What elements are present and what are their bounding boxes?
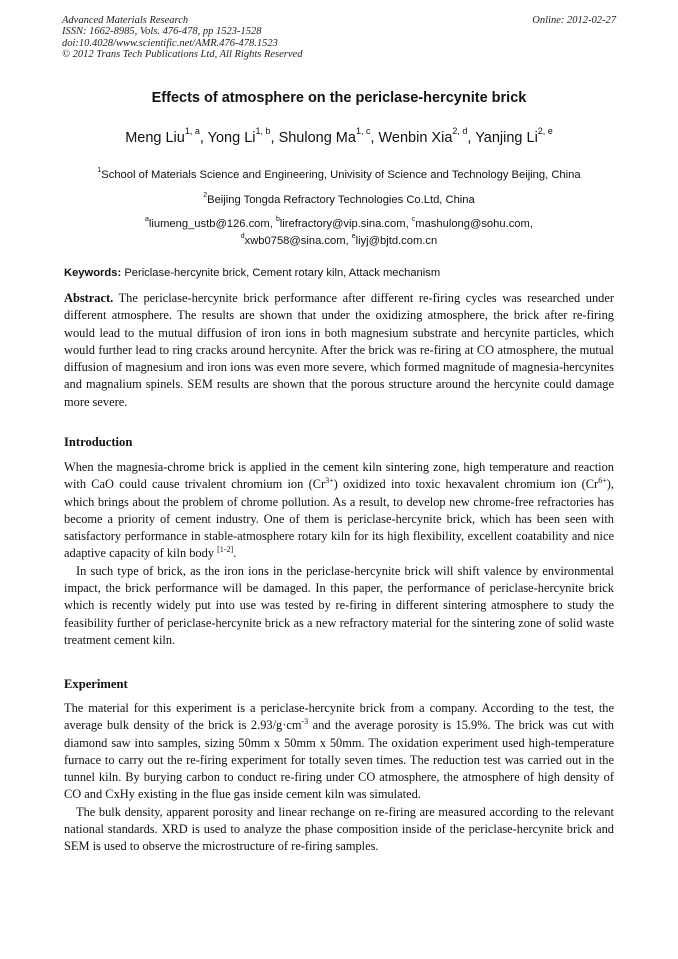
author: Meng Liu$^{1, a}$ (125, 126, 200, 146)
issn-line: ISSN: 1662-8985, Vols. 476-478, pp 1523-1528 (62, 26, 262, 38)
introduction-body (64, 459, 614, 649)
email: $^c$mashulong@sohu.com (411, 215, 530, 230)
author-list: Meng Liu$^{1, a}$, Yong Li$^{1, b}$, Shulong Ma$^{1, c}$, Wenbin Xia$^{2, d}$, Yanjing Li$^{2, e}$ (125, 126, 553, 146)
paragraph: In such type of brick, as the iron ions in the periclase-hercynite brick will shift valence by environmental impact, the brick performance will be damaged. In this paper, the performance of periclase-hercynite brick which is recently widely put into use was tested by re-firing in different sintering atmosphere to study the feasibility further of periclase-hercynite brick as a new refractory material for the sintering zone of solid waste treatment cement kiln. (64, 563, 614, 647)
paper-title: Effects of atmosphere on the periclase-hercynite brick (151, 90, 527, 106)
citation: [1-2] (217, 545, 234, 555)
paragraph: The material for this experiment is a periclase-hercynite brick from a company. According to the test, the average bulk density of the brick is $2.93/g\cdot cm^{-3}$ and the average porosity is 15.9%. The brick was cut with diamond saw into samples, sizing 50mm x 50mm x 50mm. The oxidation experiment used high-temperature furnace to carry out the re-firing experiment for totally seven times. The reduction test was carried out in the tunnel kiln. By burying carbon to conduct re-firing under CO atmosphere, the atmosphere of high density of CO and CxHy existing in the flue gas inside cement kiln was simulated. (64, 701, 614, 802)
email: $^a$liumeng_ustb@126.com (145, 215, 270, 230)
paragraph: The bulk density, apparent porosity and linear rechange on re-firing are measured according to the relevant national standards. XRD is used to analyze the phase composition inside of the periclase-hercynite brick and SEM is used to observe the microstructure of re-firing samples. (64, 804, 614, 854)
affiliation-2: $^2$Beijing Tongda Refractory Technologies Co.Ltd, China (203, 191, 475, 206)
author: Wenbin Xia$^{2, d}$ (378, 126, 468, 146)
experiment-body (64, 700, 614, 856)
journal-header (62, 15, 616, 60)
introduction-heading: Introduction (64, 435, 133, 449)
keywords-text: Periclase-hercynite brick, Cement rotary kiln, Attack mechanism (124, 267, 441, 279)
keywords-label: Keywords: (64, 267, 122, 279)
online-date: Online: 2012-02-27 (532, 15, 616, 26)
journal-name: Advanced Materials Research (62, 15, 189, 26)
affiliation-1: $^1$School of Materials Science and Engineering, Univisity of Science and Technology Beijing, China (97, 166, 581, 181)
copyright-line: © 2012 Trans Tech Publications Ltd, All Rights Reserved (62, 48, 303, 60)
experiment-heading: Experiment (64, 677, 128, 691)
abstract (64, 290, 614, 411)
author: Yanjing Li$^{2, e}$ (475, 126, 553, 146)
doi-line: doi:10.4028/www.scientific.net/AMR.476-478.1523 (62, 37, 278, 49)
email: $^b$lirefractory@vip.sina.com (275, 215, 406, 230)
keywords (64, 267, 440, 279)
abstract-text: The periclase-hercynite brick performance after different re-firing cycles was researched under different atmosphere. The results are shown that under the oxidizing atmosphere, the brick after re-firing would lead to the mutual diffusion of iron ions in both magnesium substrate and hercynite particles, which would further lead to ring cracks around hercynite. After the brick was re-firing at CO atmosphere, the mutual diffusion of magnesium and iron ions was even more severe, which formed magnitude of magnesia-hercynites and magnalium spinels. SEM results are shown that the porous structure around the hercynite could damage more severe. (64, 291, 615, 409)
email: $^d$xwb0758@sina.com (240, 232, 346, 247)
email: $^e$liyj@bjtd.com.cn (351, 232, 438, 247)
paragraph: When the magnesia-chrome brick is applied in the cement kiln sintering zone, high temperature and reaction with CaO could cause trivalent chromium ion $(Cr^{3+})$ oxidized into toxic hexavalent chromium ion $(Cr^{6+})$, which brings about the problem of chrome pollution. As a result, to develop new chrome-free refractories has become a priority of cement industry. One of them is periclase-hercynite brick, which has been seen with satisfactory performance in stable-atmosphere rotary kiln for its high flexibility, excellent coatability and nice adaptive capacity of kiln body [1-2]. (64, 460, 614, 561)
author: Shulong Ma$^{1, c}$ (278, 126, 371, 146)
email-list: $^a$liumeng_ustb@126.com, $^b$lirefractory@vip.sina.com, $^c$mashulong@sohu.com, $^d$xwb0758@sina.com, $^e$liyj@bjtd.com.cn (145, 215, 533, 247)
abstract-label: Abstract. (64, 291, 114, 305)
author: Yong Li$^{1, b}$ (207, 126, 271, 146)
